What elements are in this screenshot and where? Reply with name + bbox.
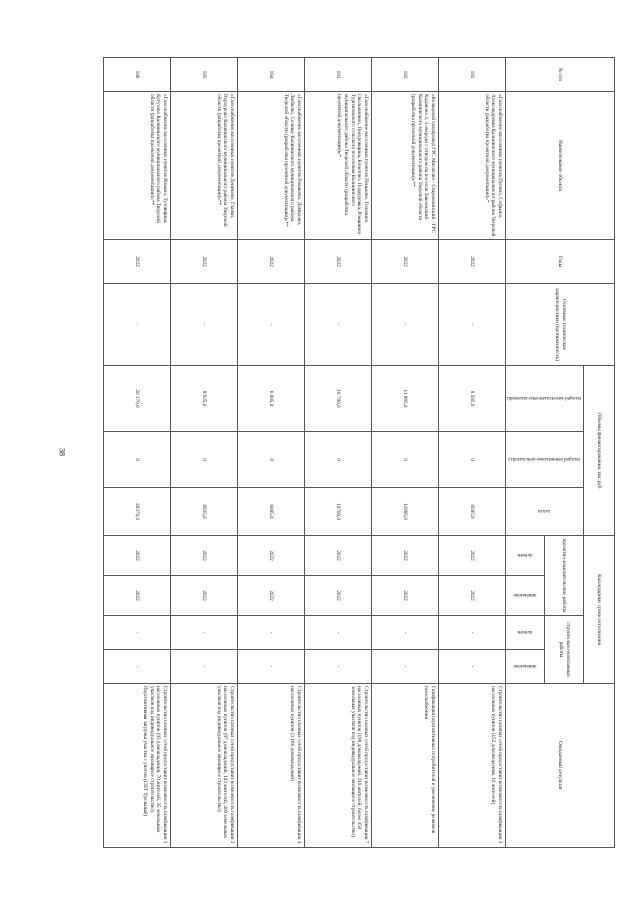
row-year: 2022 xyxy=(372,240,439,284)
row-result: Строительство газовых сетей предоставит возможность газификации 4 населенных пунктов (3 168 домовладений) xyxy=(238,684,305,848)
row-design-start: 2022 xyxy=(372,536,439,576)
row-build-end: - xyxy=(104,650,171,684)
table-row xyxy=(104,58,171,848)
row-tech: - xyxy=(171,284,238,366)
object-name: «Газоснабжение населенных пунктов Дениково, Глазки, Перхурово Калининского муниципального района Тверской области (разработка проектной документации)»** xyxy=(171,92,238,240)
row-design-cost: 11 985,0 xyxy=(372,366,439,432)
row-result: Строительство газовых сетей предоставит возможность газификации 3 населенных пунктов (97 домовладений, 103 жителей, 400 земельных участков под индивидуальное жилищное строительство) xyxy=(171,684,238,848)
row-tech: - xyxy=(372,284,439,366)
row-number: 182 xyxy=(372,58,439,92)
row-number: 183 xyxy=(305,58,372,92)
row-design-cost: 8 585,0 xyxy=(439,366,506,432)
header-calendar: Календарные сроки исполнения xyxy=(584,536,615,684)
header-cal-design: проектно-изыскательские работы xyxy=(545,536,584,616)
row-design-end: 2022 xyxy=(171,576,238,616)
row-number: 181 xyxy=(439,58,506,92)
row-design-cost: 8 925,0 xyxy=(171,366,238,432)
row-year: 2022 xyxy=(305,240,372,284)
row-design-cost: 20 370,0 xyxy=(104,366,171,432)
header-build-end: окончание xyxy=(506,650,545,684)
row-result: Строительство газовых сетей предоставит возможность газификации 3 населенных пунктов (93 домовладения, 70 жителей, 35 земельных участков под индивидуальное жилищное строительство). Перспективная загрузка участка с учетом (СНТ Удельный) xyxy=(104,684,171,848)
row-build-start: - xyxy=(238,616,305,650)
row-design-start: 2022 xyxy=(104,536,171,576)
row-design-cost: 18 700,0 xyxy=(305,366,372,432)
row-total-cost: 20370,0 xyxy=(104,488,171,536)
header-volume: Объемы финансирования, тыс.руб xyxy=(584,366,615,536)
row-build-start: - xyxy=(372,616,439,650)
header-years: Годы xyxy=(506,240,615,284)
table-body xyxy=(104,58,506,848)
header-tech: Основные технические характеристики (протяженность) xyxy=(506,284,615,366)
row-result: Строительство газовых сетей предоставит возможность газификации 7 населенных пунктов (196 домовладений, 218 жителей, более 450 земельных участков под индивидуальное жилищное строительство) xyxy=(305,684,372,848)
table-row xyxy=(238,58,305,848)
header-vol-design: проектно-изыскательские работы xyxy=(506,366,584,432)
row-design-start: 2022 xyxy=(171,536,238,576)
header-cal-build: строительно-монтажные работы xyxy=(545,616,584,684)
row-number: 185 xyxy=(171,58,238,92)
table-row xyxy=(439,58,506,848)
row-build-end: - xyxy=(238,650,305,684)
header-vol-build: строительно-монтажные работы xyxy=(506,432,584,488)
table-row xyxy=(171,58,238,848)
objects-table xyxy=(103,57,615,848)
row-number: 186 xyxy=(104,58,171,92)
row-design-end: 2022 xyxy=(372,576,439,616)
row-design-end: 2022 xyxy=(305,576,372,616)
row-design-end: 2022 xyxy=(104,576,171,616)
object-name: «Кольцевой газопровод ГРС Мигалово - Старомлинский - ГРС Каданово 2, 3 очереди с отводом на поселок Заволжский Калининского муниципального района Тверской области (разработка проектной документации)»** xyxy=(372,92,439,240)
object-name: «Газоснабжение населенных пунктов Пугино, Софьино, Александровка Калининского муниципального района Тверской области (разработка проектной документации)»* xyxy=(439,92,506,240)
header-num: № п/п xyxy=(506,58,615,92)
row-design-cost: 6 885,0 xyxy=(238,366,305,432)
row-build-start: - xyxy=(171,616,238,650)
row-number: 184 xyxy=(238,58,305,92)
row-total-cost: 8925,0 xyxy=(171,488,238,536)
row-total-cost: 8585,0 xyxy=(439,488,506,536)
row-build-end: - xyxy=(305,650,372,684)
row-tech: - xyxy=(305,284,372,366)
table-row xyxy=(372,58,439,848)
header-name: Наименование объекта xyxy=(506,92,615,240)
header-design-start: начало xyxy=(506,536,545,576)
row-tech: - xyxy=(238,284,305,366)
object-name: «Газоснабжение населенных пунктов Пенькове, Голенино, Окольничино, Пекуровщина, Кочетово, Подкуровка, Ромашино Тургиновского сельского поселения Калининского муниципального района Тверской области (разработка проектной документации)»* xyxy=(305,92,372,240)
row-design-start: 2022 xyxy=(439,536,506,576)
row-year: 2022 xyxy=(104,240,171,284)
row-design-end: 2022 xyxy=(238,576,305,616)
row-design-start: 2022 xyxy=(238,536,305,576)
row-total-cost: 11985,0 xyxy=(372,488,439,536)
row-tech: - xyxy=(104,284,171,366)
row-year: 2022 xyxy=(439,240,506,284)
page-number: 38 xyxy=(57,448,67,456)
row-build-end: - xyxy=(171,650,238,684)
object-name: «Газоснабжение населенных пунктов Романово, Демидово, Любково, Селище Калининского муниципального района Тверской области (разработка проектной документации)»** xyxy=(238,92,305,240)
rotated-table-container xyxy=(95,57,615,847)
row-tech: - xyxy=(439,284,506,366)
row-build-cost: 0 xyxy=(104,432,171,488)
row-total-cost: 18700,0 xyxy=(305,488,372,536)
header-design-end: окончание xyxy=(506,576,545,616)
row-build-cost: 0 xyxy=(305,432,372,488)
row-build-cost: 0 xyxy=(238,432,305,488)
row-build-cost: 0 xyxy=(171,432,238,488)
row-result: Строительство газовых сетей предоставит возможность газификации 3 населенных пунктов (152 домовладения, 10 жителей) xyxy=(439,684,506,848)
row-year: 2022 xyxy=(238,240,305,284)
row-build-start: - xyxy=(305,616,372,650)
row-build-end: - xyxy=(439,650,506,684)
row-build-end: - xyxy=(372,650,439,684)
row-total-cost: 6885,0 xyxy=(238,488,305,536)
row-design-end: 2022 xyxy=(439,576,506,616)
row-build-start: - xyxy=(439,616,506,650)
row-build-cost: 0 xyxy=(439,432,506,488)
row-result: Газификация перспективных потребителей и увеличение режимов газоснабжения xyxy=(372,684,439,848)
table-row xyxy=(305,58,372,848)
header-result: Ожидаемый результат xyxy=(506,684,615,848)
row-design-start: 2022 xyxy=(305,536,372,576)
header-build-start: начало xyxy=(506,616,545,650)
row-build-cost: 0 xyxy=(372,432,439,488)
row-year: 2022 xyxy=(171,240,238,284)
object-name: «Газоснабжение населенных пунктов Ильино, Тутовщина, Кутузово Калининского муниципального района Тверской области (разработка проектной документации)»** xyxy=(104,92,171,240)
row-build-start: - xyxy=(104,616,171,650)
header-vol-total: итого xyxy=(506,488,584,536)
